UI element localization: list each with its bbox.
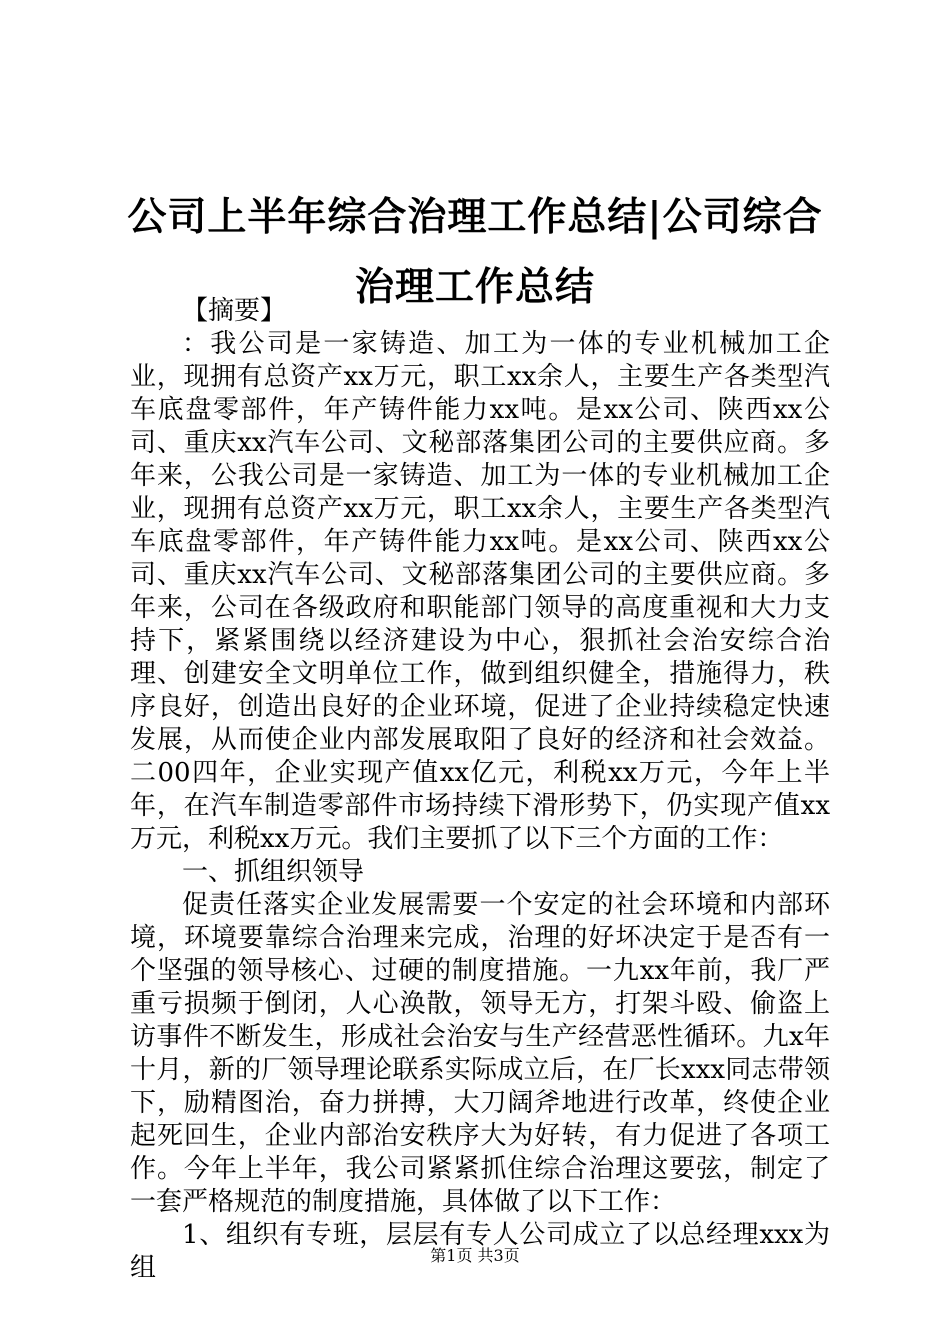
page-footer: 第1页 共3页 bbox=[430, 1246, 520, 1265]
list-item: 1、组织有专班，层层有专人公司成立了以总经理xxx为组 bbox=[130, 1220, 830, 1283]
document-body bbox=[130, 295, 830, 1285]
abstract-label: 【摘要】 bbox=[182, 296, 287, 326]
paragraph-body: 促责任落实企业发展需要一个安定的社会环境和内部环境，环境要靠综合治理来完成，治理的好坏决定于是否有一个坚强的领导核心、过硬的制度措施。一九xx年前，我厂严重亏损频于倒闭，人心涣散，领导无方，打架斗殴、偷盗上访事件不断发生，形成社会治安与生产经营恶性循环。九x年十月，新的厂领导理论联系实际成立后，在厂长xxx同志带领下，励精图治，奋力拼搏，大刀阔斧地进行改革，终使企业起死回生，企业内部治安秩序大为好转，有力促进了各项工作。今年上半年，我公司紧紧抓住综合治理这要弦，制定了一套严格规范的制度措施，具体做了以下工作： bbox=[130, 890, 830, 1217]
section-heading: 一、抓组织领导 bbox=[182, 857, 365, 887]
paragraph-abstract: ：我公司是一家铸造、加工为一体的专业机械加工企业，现拥有总资产xx万元，职工xx余人，主要生产各类型汽车底盘零部件，年产铸件能力xx吨。是xx公司、陕西xx公司、重庆xx汽车公司、文秘部落集团公司的主要供应商。多年来，公我公司是一家铸造、加工为一体的专业机械加工企业，现拥有总资产xx万元，职工xx余人，主要生产各类型汽车底盘零部件，年产铸件能力xx吨。是xx公司、陕西xx公司、重庆xx汽车公司、文秘部落集团公司的主要供应商。多年来，公司在各级政府和职能部门领导的高度重视和大力支持下，紧紧围绕以经济建设为中心，狠抓社会治安综合治理、创建安全文明单位工作，做到组织健全，措施得力，秩序良好，创造出良好的企业环境，促进了企业持续稳定快速发展，从而使企业内部发展取阳了良好的经济和社会效益。二00四年，企业实现产值xx亿元，利税xx万元，今年上半年，在汽车制造零部件市场持续下滑形势下，仍实现产值xx万元，利税xx万元。我们主要抓了以下三个方面的工作： bbox=[130, 329, 830, 854]
document-title: 公司上半年综合治理工作总结|公司综合治理工作总结 bbox=[127, 194, 823, 310]
